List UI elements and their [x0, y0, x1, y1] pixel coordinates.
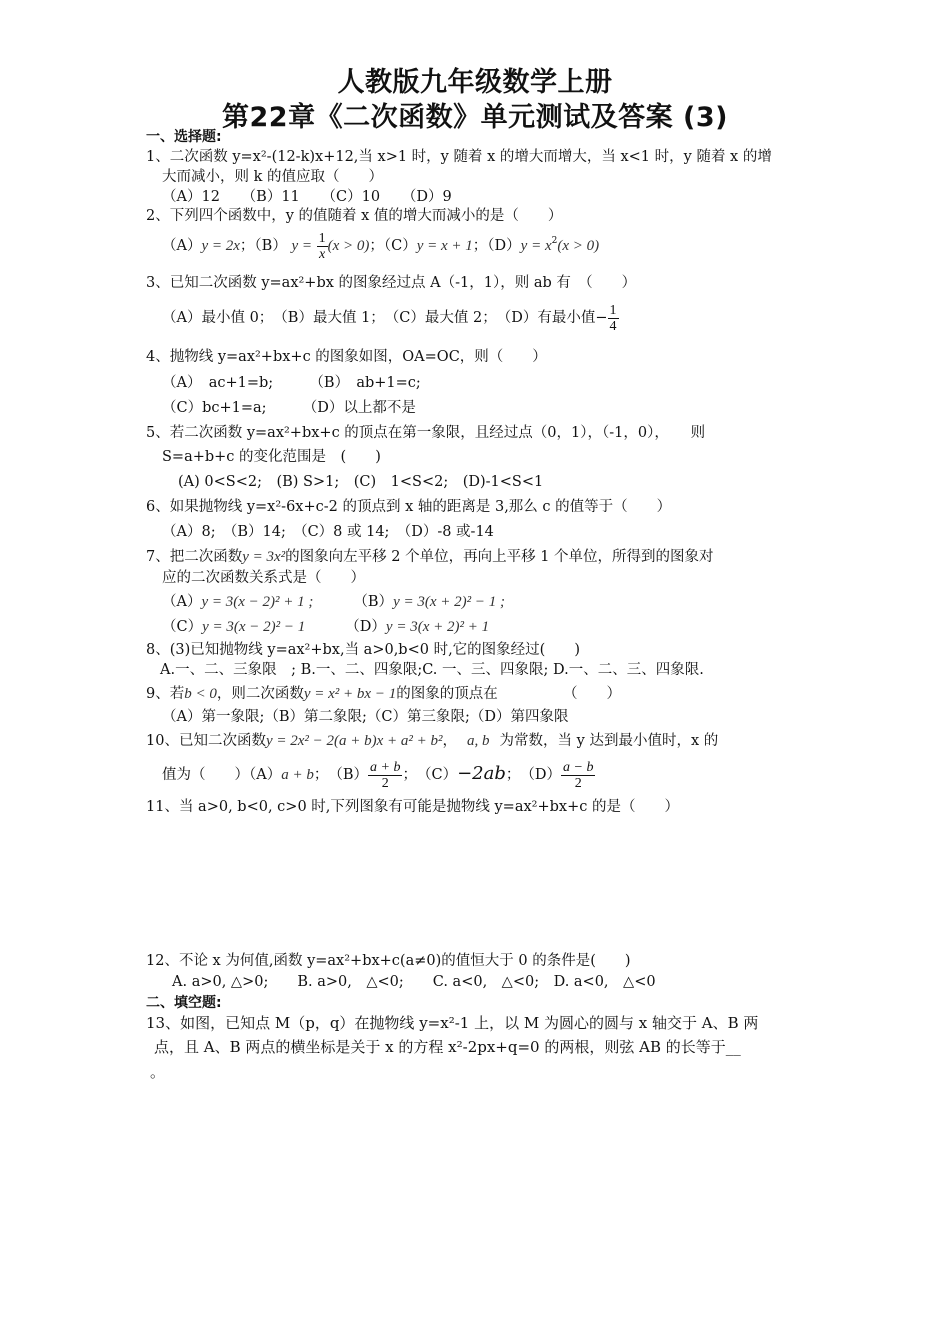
title-line-2: 第22章《二次函数》单元测试及答案 (3) — [222, 102, 728, 133]
q10-post: 为常数，当 y 达到最小值时，x 的 — [499, 733, 719, 749]
q2-b-fraction — [317, 231, 328, 262]
q3-options-row — [162, 298, 619, 338]
q10-options — [162, 754, 595, 795]
q3-options: （A）最小值 0； （B）最大值 1； （C）最大值 2； （D）有最小值 — [162, 310, 596, 326]
q6-stem: 6、如果抛物线 y=x²-6x+c-2 的顶点到 x 轴的距离是 3,那么 c 的值等于（ ） — [146, 499, 672, 515]
q10-d-den: 2 — [574, 775, 582, 791]
q2-d-sup: 2 — [551, 236, 558, 247]
q7-d-label: （D） — [345, 619, 386, 635]
q3-d-den: 4 — [609, 318, 617, 334]
q3-d-sign: − — [595, 310, 608, 326]
q7-options-ab — [162, 592, 505, 612]
q10-d-fraction — [561, 760, 595, 791]
q7-line-2: 应的二次函数关系式是（ ） — [162, 570, 365, 586]
q2-d-cond: (x > 0) — [557, 238, 600, 254]
q1-line-1: 1、二次函数 y=x²-(12-k)x+12,当 x>1 时，y 随着 x 的增大而增大，当 x<1 时，y 随着 x 的增 — [146, 149, 772, 165]
q10-stem — [146, 731, 718, 751]
q4-stem: 4、抛物线 y=ax²+bx+c 的图象如图，OA=OC，则（ ） — [146, 349, 547, 365]
q2-options — [162, 226, 599, 266]
q7-options-cd — [162, 617, 489, 637]
q10-line2-pre: 值为（ ）（A） — [162, 767, 282, 783]
q9-pre: 9、若 — [146, 686, 185, 702]
q10-expr: y = 2x² − 2(a + b)x + a² + b² — [265, 733, 443, 749]
q2-b-label: ；（B） — [239, 238, 287, 254]
q7-a-expr: y = 3(x − 2)² + 1 ; — [201, 594, 314, 610]
q1-line-2: 大而减小，则 k 的值应取（ ） — [162, 169, 384, 185]
q10-comma: ， — [442, 733, 458, 749]
q10-d-num: a − b — [563, 759, 594, 775]
q13-line-2: 点，且 A、B 两点的横坐标是关于 x 的方程 x²-2px+q=0 的两根，则弦 AB 的长等于__ — [154, 1038, 741, 1056]
q9-options: （A）第一象限;（B）第二象限;（C）第三象限;（D）第四象限 — [162, 709, 569, 725]
q2-d-label: ；（D） — [472, 238, 521, 254]
q10-pre: 10、已知二次函数 — [146, 733, 266, 749]
q7-c-expr: y = 3(x − 2)² − 1 — [202, 619, 306, 635]
q12-stem: 12、不论 x 为何值,函数 y=ax²+bx+c(a≠0)的值恒大于 0 的条件是( ) — [146, 953, 631, 969]
q4-options-cd: （C）bc+1=a; （D）以上都不是 — [162, 400, 416, 416]
q2-c-label: ；（C） — [369, 238, 417, 254]
title-line-1: 人教版九年级数学上册 — [337, 67, 613, 98]
q10-vars: a, b — [467, 733, 490, 749]
q9-stem — [146, 684, 621, 704]
q7-d-expr: y = 3(x + 2)² + 1 — [385, 619, 490, 635]
q10-b-label: ； （B） — [313, 767, 369, 783]
q2-b-num: 1 — [318, 230, 326, 246]
q7-b-label: （B） — [353, 594, 394, 610]
q10-c-expr: −2ab — [457, 763, 506, 784]
q7-post: 的图象向左平移 2 个单位，再向上平移 1 个单位，所得到的图象对 — [285, 549, 714, 565]
q7-expr: y = 3x² — [242, 549, 286, 565]
q2-b-lhs: y = — [291, 238, 312, 254]
q2-d-lhs: y = x — [520, 238, 552, 254]
q2-stem: 2、下列四个函数中，y 的值随着 x 值的增大而减小的是（ ） — [146, 208, 563, 224]
section-fill-heading: 二、填空题: — [146, 995, 222, 1011]
q7-line-1 — [146, 547, 714, 567]
q7-pre: 7、把二次函数 — [146, 549, 243, 565]
q9-cond: b < 0 — [184, 686, 217, 702]
q8-stem: 8、(3)已知抛物线 y=ax²+bx,当 a>0,b<0 时,它的图象经过( ) — [146, 642, 580, 658]
q10-d-label: ； （D） — [505, 767, 562, 783]
q13-line-3: 。 — [150, 1063, 166, 1081]
q13-line-1: 13、如图，已知点 M（p，q）在抛物线 y=x²-1 上，以 M 为圆心的圆与 x 轴交于 A、B 两 — [146, 1014, 759, 1032]
q3-d-num: 1 — [609, 302, 617, 318]
q2-b-den: x — [318, 246, 326, 262]
q9-mid: ，则二次函数 — [216, 686, 304, 702]
q11-stem: 11、当 a>0, b<0, c>0 时,下列图象有可能是抛物线 y=ax²+bx+c 的是（ ） — [146, 799, 679, 815]
q10-c-label: ； （C） — [402, 767, 458, 783]
q12-options: A. a>0, △>0; B. a>0, △<0; C. a<0, △<0; D. a<0, △<0 — [172, 974, 656, 990]
q10-b-num: a + b — [370, 759, 401, 775]
q2-c-expr: y = x + 1 — [416, 238, 473, 254]
q4-options-ab: （A） ac+1=b; （B） ab+1=c; — [162, 375, 421, 391]
q9-post: 的图象的顶点在 （ ） — [396, 686, 621, 702]
q10-a-expr: a + b — [281, 767, 314, 783]
section-choice-heading: 一、选择题: — [146, 129, 222, 145]
q5-line-2: S=a+b+c 的变化范围是 ( ) — [162, 449, 381, 465]
q2-a-label: （A） — [162, 238, 202, 254]
q7-a-label: （A） — [162, 594, 202, 610]
q10-b-den: 2 — [381, 775, 389, 791]
q8-options: A.一、二、三象限 ; B.一、二、四象限;C. 一、三、四象限; D.一、二、三、四象限. — [160, 662, 704, 678]
q6-options: （A）8; （B）14; （C）8 或 14; （D）-8 或-14 — [162, 524, 494, 540]
q2-b-cond: (x > 0) — [327, 238, 370, 254]
q2-a-expr: y = 2x — [201, 238, 240, 254]
q10-b-fraction — [368, 760, 402, 791]
q5-options: (A) 0<S<2; (B) S>1; (C) 1<S<2; (D)-1<S<1 — [178, 474, 544, 490]
q3-d-fraction — [608, 303, 619, 334]
q7-b-expr: y = 3(x + 2)² − 1 ; — [393, 594, 505, 610]
q9-expr: y = x² + bx − 1 — [303, 686, 397, 702]
q1-options: （A）12 （B）11 （C）10 （D）9 — [162, 189, 452, 205]
q5-line-1: 5、若二次函数 y=ax²+bx+c 的顶点在第一象限，且经过点（0，1），（-1，0）， 则 — [146, 425, 706, 441]
q7-c-label: （C） — [162, 619, 203, 635]
q3-stem: 3、已知二次函数 y=ax²+bx 的图象经过点 A（-1，1），则 ab 有 （ ） — [146, 275, 637, 291]
